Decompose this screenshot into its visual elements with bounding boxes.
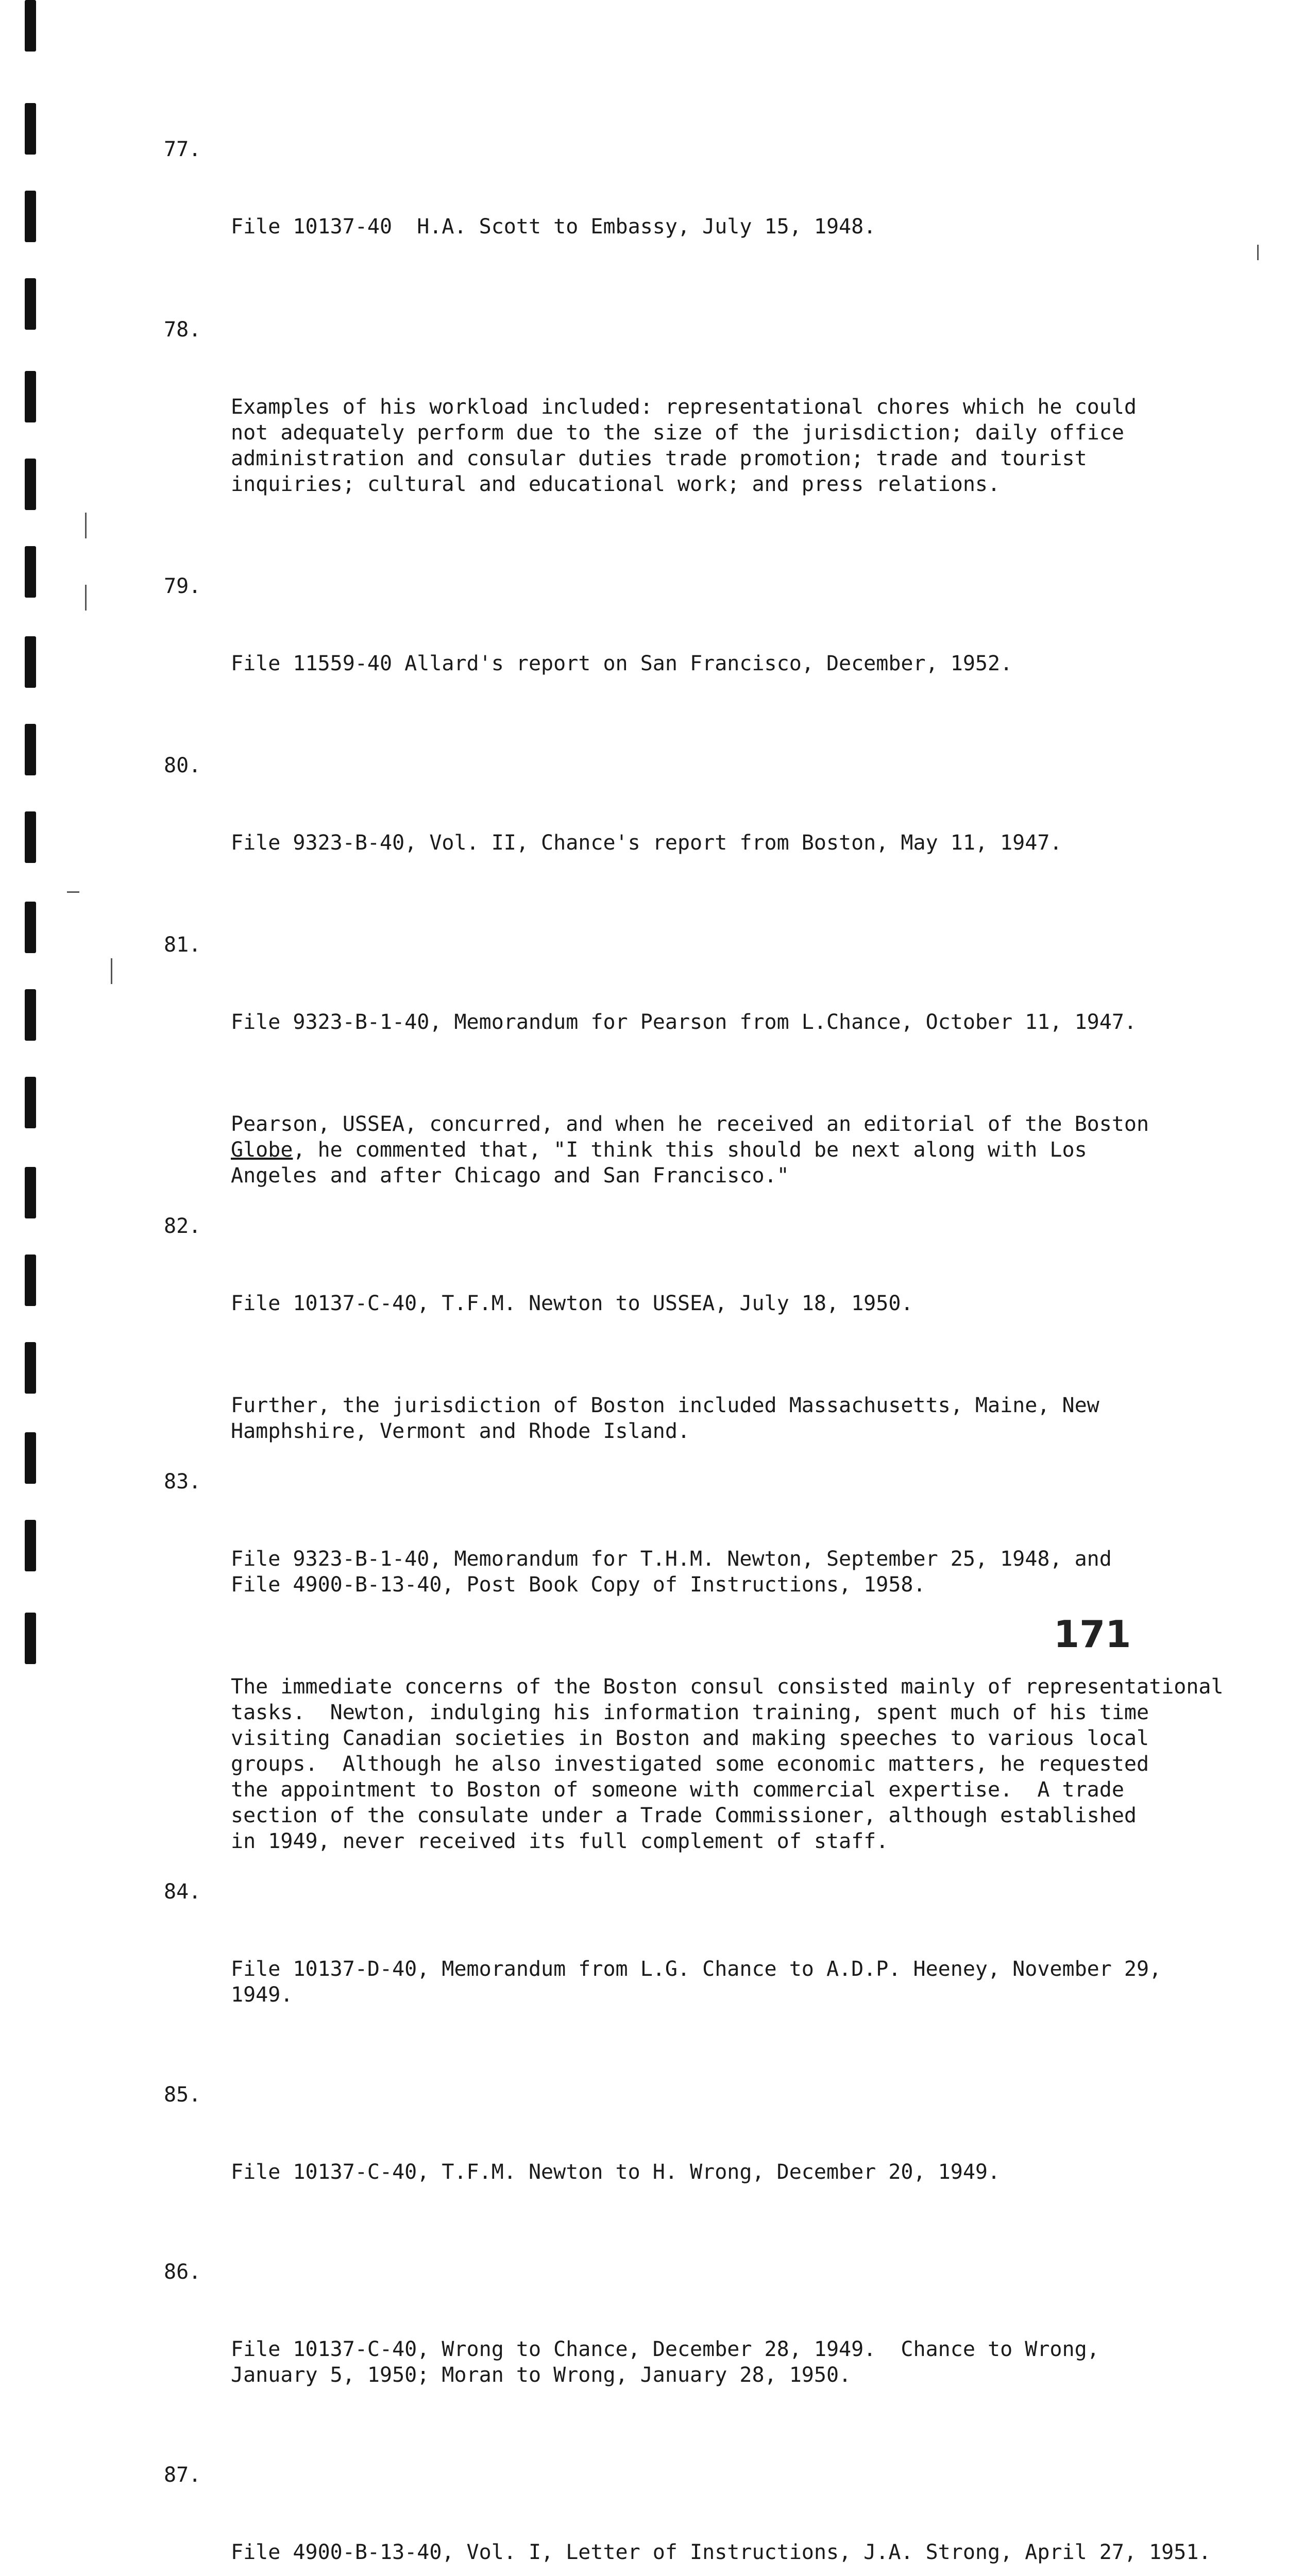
endnote-text: Examples of his workload included: representational chores which he could not adequately perform due to the size of the jurisdiction; daily office administration and consular duties trade promotion; trade and tourist inquiries; cultural and educational work; and press relations. [231,395,1137,496]
binder-mark [25,191,36,242]
endnote-number: 79. [164,574,201,598]
endnote-text: File 10137-40 H.A. Scott to Embassy, July 15, 1948. [231,215,876,239]
endnote-number: 85. [164,2083,201,2107]
binder-mark [25,811,36,863]
endnote-81 [164,932,1272,1087]
endnotes-list [164,137,1272,2576]
binder-mark [25,1613,36,1664]
endnote-87 [164,2462,1272,2576]
endnote-number: 81. [164,933,201,957]
commentary-text: Pearson, USSEA, concurred, and when he received an editorial of the Boston [231,1112,1149,1136]
binder-mark [25,636,36,688]
endnote-number: 78. [164,318,201,342]
newspaper-title: Globe [231,1138,293,1162]
endnote-number: 84. [164,1880,201,1904]
endnote-85 [164,2082,1272,2236]
endnote-text: File 10137-C-40, T.F.M. Newton to H. Wrong, December 20, 1949. [231,2160,1001,2184]
scan-speck [111,958,112,984]
binder-mark [25,1255,36,1306]
commentary-text: , he commented that, "I think this should be next along with Los Angeles and after Chicago and San Francisco." [231,1138,1087,1188]
endnote-number: 80. [164,754,201,777]
endnote-text: File 4900-B-13-40, Vol. I, Letter of Instructions, J.A. Strong, April 27, 1951. [231,2540,1211,2564]
endnote-84 [164,1879,1272,2059]
binder-mark [25,1077,36,1128]
scan-speck [85,585,87,611]
binder-mark [25,989,36,1041]
endnote-text: File 9323-B-40, Vol. II, Chance's report from Boston, May 11, 1947. [231,831,1062,855]
binder-mark [25,371,36,422]
binder-mark [25,724,36,775]
binder-mark [25,459,36,510]
binder-mark [25,546,36,598]
endnote-77 [164,137,1272,291]
endnote-text: File 9323-B-1-40, Memorandum for Pearson from L.Chance, October 11, 1947. [231,1010,1137,1034]
binder-mark [25,103,36,155]
endnote-text: File 11559-40 Allard's report on San Francisco, December, 1952. [231,652,1013,675]
endnote-number: 87. [164,2463,201,2487]
endnote-number: 86. [164,2260,201,2284]
binder-mark [25,902,36,953]
endnote-text: File 10137-C-40, Wrong to Chance, December 28, 1949. Chance to Wrong, January 5, 1950; Moran to Wrong, January 28, 1950. [231,2337,1099,2387]
scan-speck [67,891,79,893]
binder-mark [25,1520,36,1571]
endnote-text: File 9323-B-1-40, Memorandum for T.H.M. Newton, September 25, 1948, and File 4900-B-13-40, Post Book Copy of Instructions, 1958. [231,1547,1112,1597]
binder-mark [25,0,36,52]
endnote-text: File 10137-C-40, T.F.M. Newton to USSEA, July 18, 1950. [231,1292,913,1315]
scan-speck [85,513,87,538]
endnote-81-commentary [164,1111,1272,1189]
endnote-text: File 10137-D-40, Memorandum from L.G. Chance to A.D.P. Heeney, November 29, 1949. [231,1957,1162,2007]
endnote-83-commentary: The immediate concerns of the Boston consul consisted mainly of representational tasks. Newton, indulging his information training, spent much of his time visiting Canadian societies in Boston and making speeches to various local groups. Although he also investigated some economic matters, he requested the appointment to Boston of someone with commercial expertise. A trade section of the consulate under a Trade Commissioner, although established in 1949, never received its full complement of staff. [231,1675,1224,1853]
binder-mark [25,1432,36,1484]
binder-mark [25,1167,36,1218]
endnote-number: 83. [164,1470,201,1494]
endnote-80 [164,753,1272,907]
endnote-86 [164,2259,1272,2439]
endnote-78 [164,317,1272,549]
binder-mark [25,1342,36,1394]
endnote-number: 77. [164,138,201,161]
endnote-82-commentary: Further, the jurisdiction of Boston included Massachusetts, Maine, New Hamphshire, Vermont and Rhode Island. [231,1394,1099,1443]
endnote-79 [164,573,1272,728]
endnote-82 [164,1213,1272,1368]
page-number: 171 [1054,1613,1131,1656]
binder-mark [25,278,36,330]
endnote-number: 82. [164,1214,201,1238]
